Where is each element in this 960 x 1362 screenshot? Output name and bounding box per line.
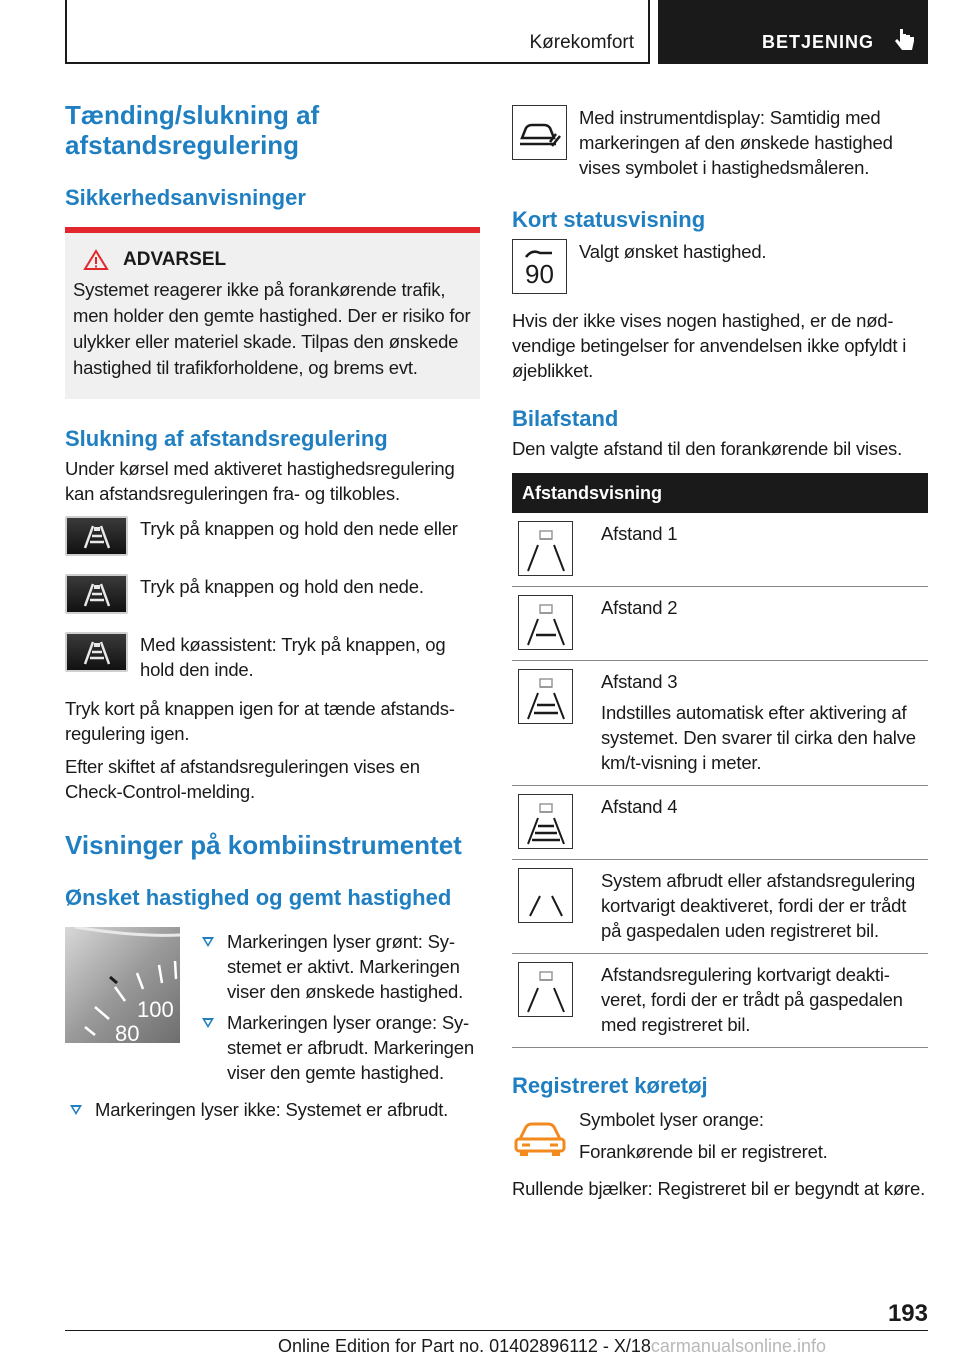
distance-table [512,473,928,1048]
bullet-green: Markeringen lyser grønt: Systemet er aktivt. Markeringen viser den ønskede hastighed. [197,929,480,1004]
registered-car-icon [512,1119,567,1159]
subheading-distance: Bilafstand [512,406,619,431]
hand-pointer-icon [892,27,918,53]
paragraph-distance: Den valgte afstand til den forankørende bil vises. [512,438,903,459]
header-chapter-title: BETJENING [762,32,875,52]
instrument-display-text: Med instrumentdisplay: Samtidig med markeringen af den ønskede hastighed vises symbolet i hastighedsmåleren. [579,107,893,178]
row-extra-text: Indstilles automatisk efter aktivering af systemet. Den svarer til cirka den halve km/t-visning i meter. [601,702,916,773]
table-row [512,513,928,587]
triangle-bullet-icon [202,1018,214,1028]
distance-car-icon [512,105,567,160]
bullet-off: Markeringen lyser ikke: Systemet er afbrudt. [65,1097,480,1122]
button-instruction-2 [65,574,480,614]
subheading-switch-off: Slukning af afstandsregulering [65,426,388,451]
lanes-only-icon [518,868,573,923]
status-row [512,239,928,294]
header-section-box [65,0,650,64]
subheading-desired-speed: Ønsket hastighed og gemt hastighed [65,885,452,910]
row-text: System afbrudt eller afstandsregulering kortvarigt deaktiveret, fordi der er trådt på gaspedalen uden registreret bil. [601,870,916,941]
subheading-registered: Registreret køretøj [512,1073,708,1098]
header-chapter-box [658,0,928,64]
page-header [65,0,928,64]
speed-status-icon [512,239,567,294]
warning-box [65,227,480,399]
button-instruction-1 [65,516,480,556]
distance-button-icon [65,632,128,672]
button-instruction-2-text: Tryk på knappen og hold den nede. [140,576,424,597]
row-text: Afstand 2 [601,597,678,618]
button-instruction-1-text: Tryk på knappen og hold den nede eller [140,518,458,539]
distance-3-icon [518,669,573,724]
warning-title: ADVARSEL [123,249,227,270]
button-instruction-3 [65,632,480,682]
bullet-orange: Markeringen lyser orange: Systemet er afbrudt. Markeringen viser den gemte hastighed. [197,1010,480,1085]
speedometer-gauge-image [65,927,180,1043]
footer-divider [65,1330,928,1331]
registered-row [512,1107,928,1164]
paragraph-switch-off: Under kørsel med aktiveret hastighedsregulering kan afstandsreguleringen fra- og tilkobles. [65,458,455,504]
row-text: Afstand 3 [601,671,678,692]
page-number: 193 [887,1300,928,1327]
footer-edition: Online Edition for Part no. 01402896112 - X/18carmanualsonline.info [278,1336,827,1356]
row-text: Afstand 1 [601,523,678,544]
table-row [512,860,928,954]
status-text: Valgt ønsket hastighed. [579,241,767,262]
triangle-bullet-icon [70,1105,82,1115]
gauge-label-80: 80 [115,1021,140,1043]
table-row [512,786,928,860]
paragraph-check-control: Efter skiftet af afstandsreguleringen vises en Check-Control-melding. [65,756,420,802]
section-heading-displays: Visninger på kombiinstrumentet [65,830,462,860]
gauge-label-100: 100 [137,997,174,1022]
distance-button-icon [65,574,128,614]
footer-watermark: carmanualsonline.info [650,1336,827,1356]
paragraph-switch-on: Tryk kort på knappen igen for at tænde afstandsregulering igen. [65,698,455,744]
button-instruction-3-text: Med køassistent: Tryk på knappen, og hold den inde. [140,634,446,680]
distance-4-icon [518,794,573,849]
table-header: Afstandsvisning [512,473,928,513]
paragraph-no-speed: Hvis der ikke vises nogen hastighed, er de nødvendige betingelser for anvendelsen ikke opfyldt i øjeblikket. [512,310,907,381]
table-row [512,954,928,1048]
left-column [65,100,480,1128]
subheading-safety: Sikkerhedsanvisninger [65,185,306,210]
distance-1-icon [518,521,573,576]
table-row [512,661,928,786]
right-column [512,105,928,1201]
section-heading-toggle: Tænding/slukning af afstandsregulering [65,100,320,160]
lanes-car-icon [518,962,573,1017]
distance-button-icon [65,516,128,556]
paragraph-rolling-bars: Rullende bjælker: Registreret bil er begyndt at køre. [512,1178,926,1199]
header-section-title: Kørekomfort [529,32,634,53]
speed-marker-block [65,927,480,1091]
table-row [512,587,928,661]
registered-text-2: Forankørende bil er registreret. [579,1141,828,1162]
warning-text: Systemet reagerer ikke på forankørende trafik, men holder den gemte hastighed. Der er risiko for ulykker eller materiel skade. Tilpas den ønskede hastighed til trafikforholdene, og brems evt. [73,279,471,378]
distance-2-icon [518,595,573,650]
row-text: Afstandsregulering kortvarigt deaktiveret, fordi der er trådt på gaspedalen med registreret bil. [601,964,903,1035]
row-text: Afstand 4 [601,796,678,817]
triangle-bullet-icon [202,937,214,947]
registered-text-1: Symbolet lyser orange: [579,1109,764,1130]
warning-triangle-icon [83,249,109,271]
instrument-display-row [512,105,928,180]
status-speed-value: 90 [525,258,554,289]
subheading-status: Kort statusvisning [512,207,706,232]
